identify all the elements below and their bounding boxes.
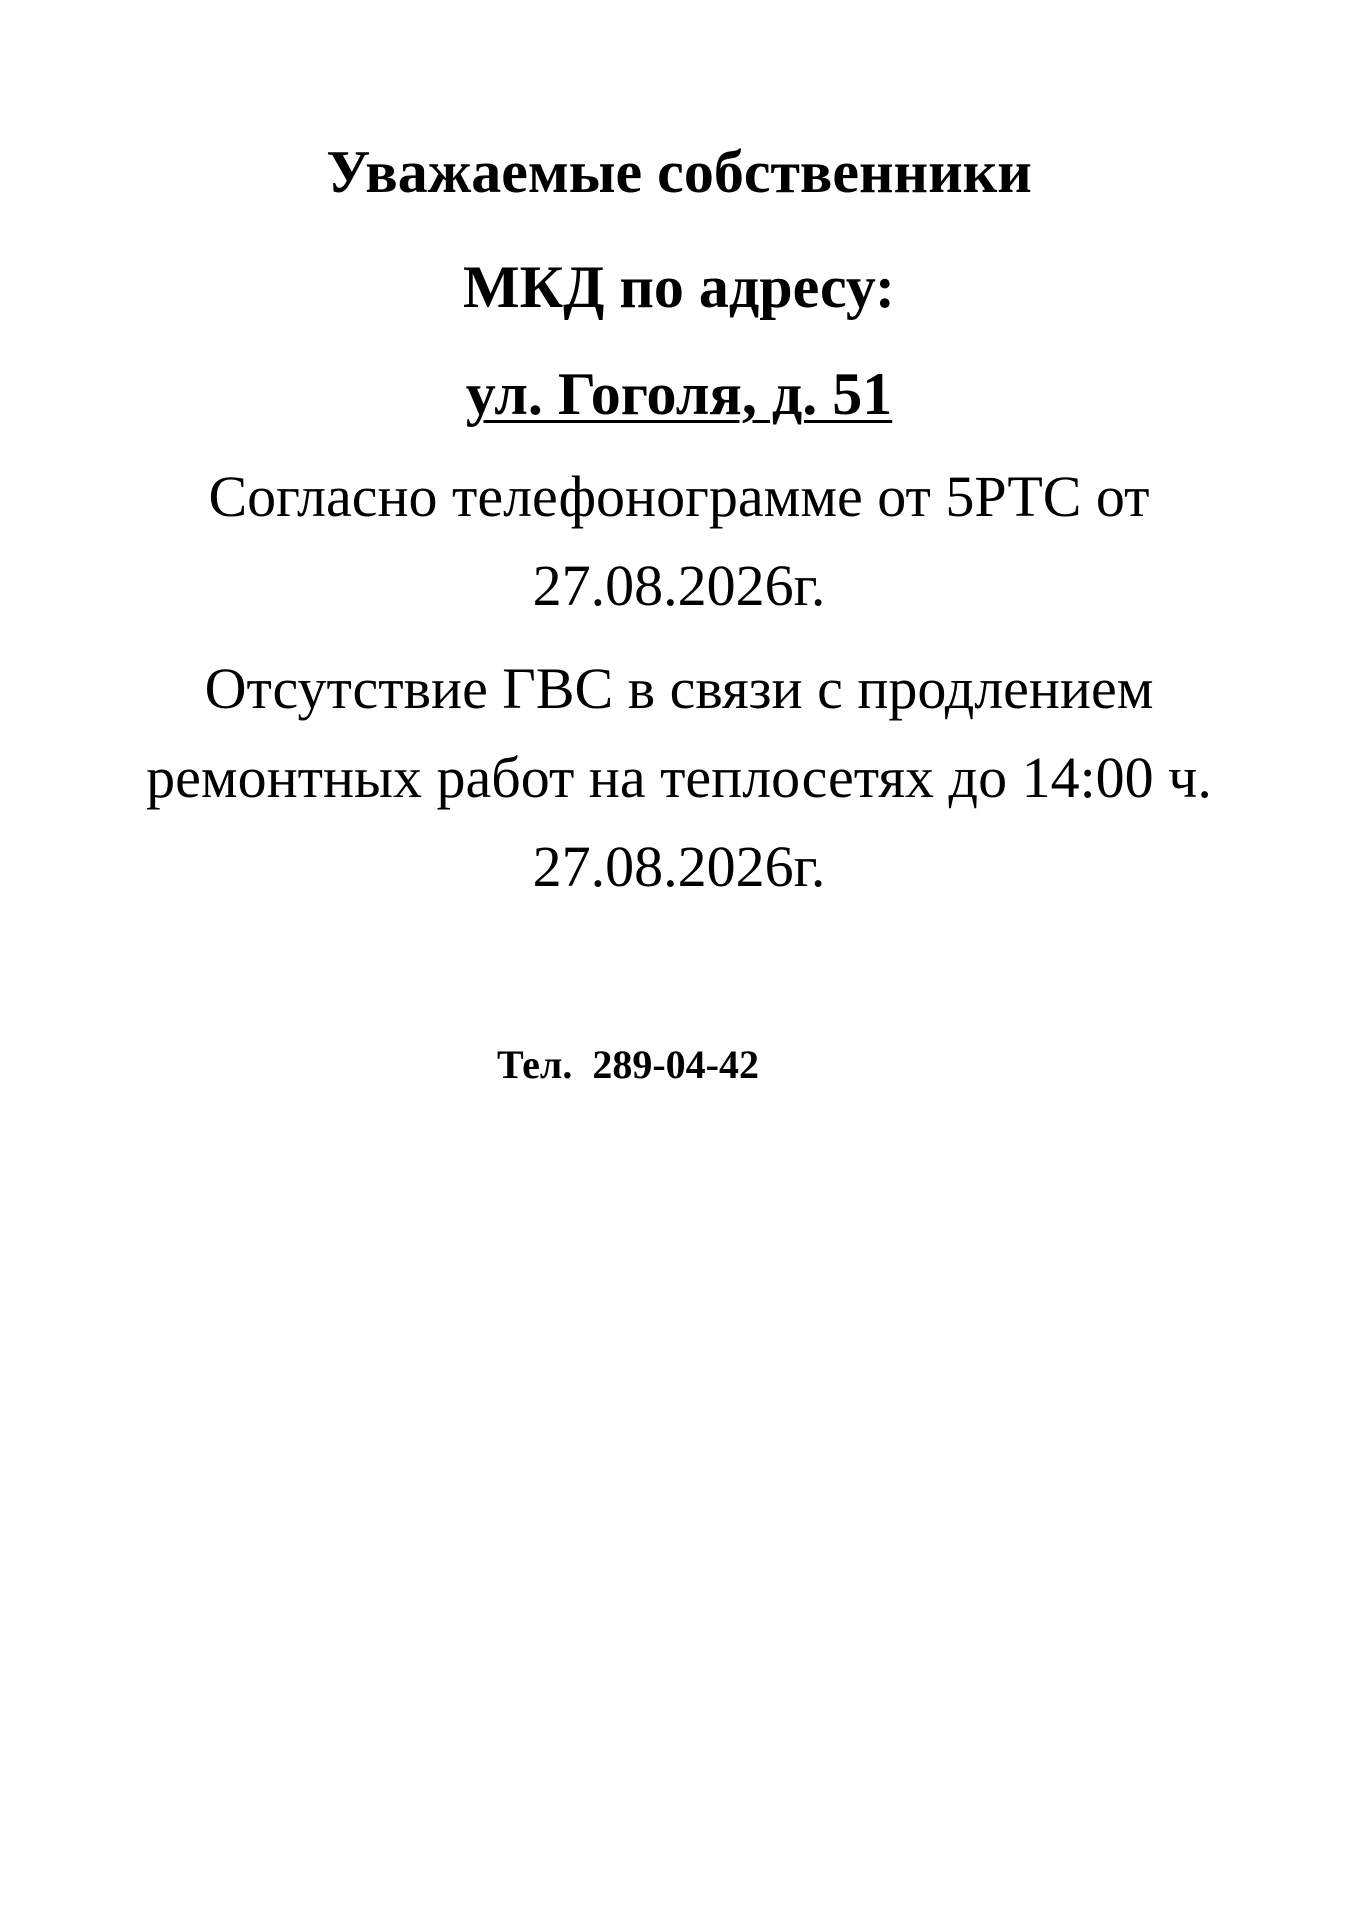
body-line-4: ремонтных работ на теплосетях до 14:00 ч. — [146, 745, 1212, 810]
body-line-5: 27.08.2026г. — [532, 834, 826, 899]
phone-number: Тел. 289-04-42 — [497, 1042, 759, 1087]
address-text: ул. Гоголя, д. 51 — [465, 361, 893, 427]
heading-line-2: МКД по адресу: — [462, 254, 896, 320]
body-line-1: Согласно телефонограмме от 5РТС от — [208, 464, 1150, 529]
address-line — [0, 361, 1358, 427]
body-line-2: 27.08.2026г. — [532, 553, 826, 618]
body-line-3: Отсутствие ГВС в связи с продлением — [204, 656, 1154, 721]
heading-line-1: Уважаемые собственники — [326, 139, 1032, 205]
